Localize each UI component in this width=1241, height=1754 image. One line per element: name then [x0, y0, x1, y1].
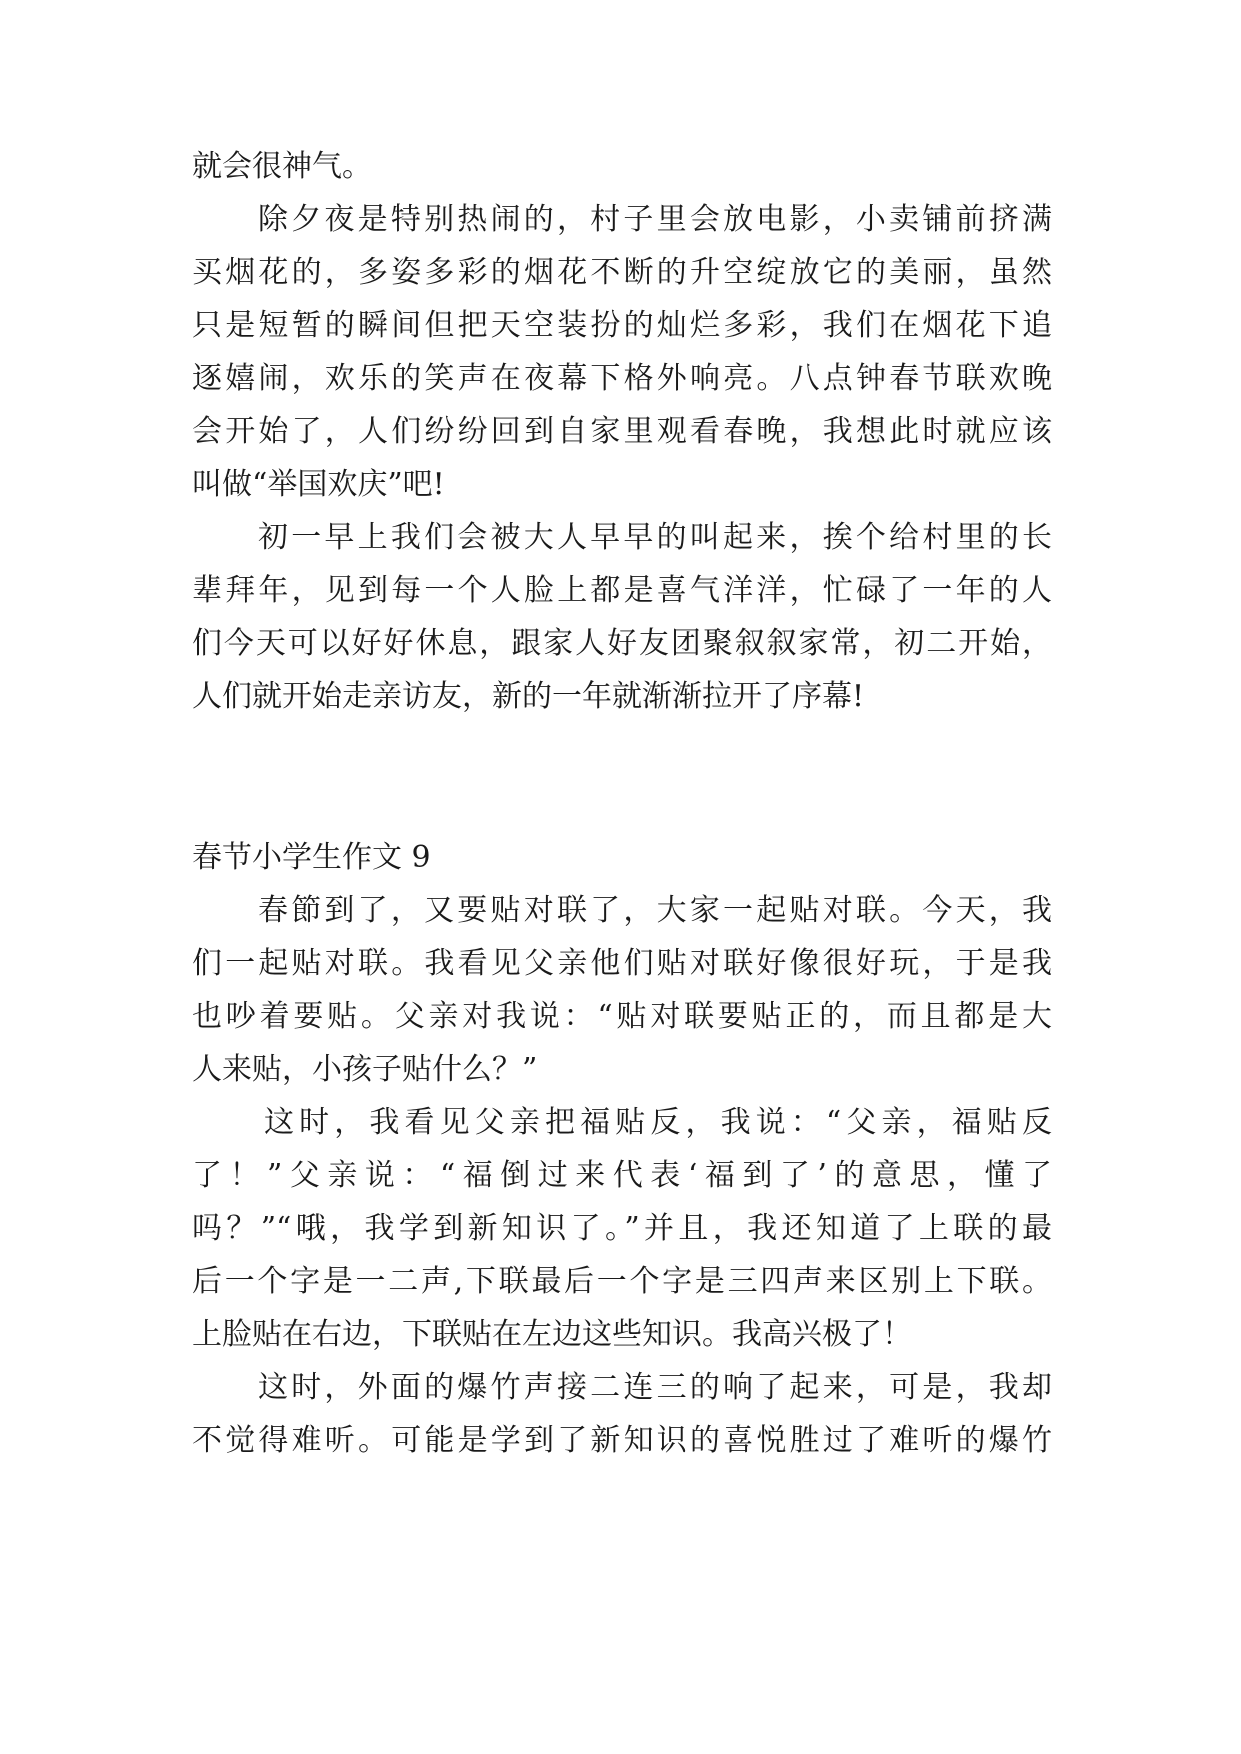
paragraph-line: 会开始了，人们纷纷回到自家里观看春晚，我想此时就应该	[192, 414, 1052, 449]
paragraph-line: 人们就开始走亲访友，新的一年就渐渐拉开了序幕!	[192, 679, 865, 714]
paragraph-line: 不觉得难听。可能是学到了新知识的喜悦胜过了难听的爆竹	[192, 1423, 1052, 1458]
paragraph-line: 也吵着要贴。父亲对我说：“贴对联要贴正的，而且都是大	[192, 999, 1052, 1034]
paragraph-line: 这时，外面的爆竹声接二连三的响了起来，可是，我却	[258, 1370, 1052, 1405]
paragraph-line: 就会很神气。	[192, 149, 372, 184]
paragraph-line: 后一个字是一二声,下联最后一个字是三四声来区别上下联。	[192, 1264, 1052, 1299]
paragraph-line: 人来贴，小孩子贴什么？”	[192, 1052, 538, 1087]
paragraph-line: 叫做“举国欢庆”吧!	[192, 467, 445, 502]
paragraph-line: 吗？”“哦，我学到新知识了。”并且，我还知道了上联的最	[192, 1211, 1052, 1246]
paragraph-line: 逐嬉闹，欢乐的笑声在夜幕下格外响亮。八点钟春节联欢晚	[192, 361, 1052, 396]
paragraph-line: 上脸贴在右边，下联贴在左边这些知识。我高兴极了！	[192, 1317, 912, 1352]
paragraph-line: 初一早上我们会被大人早早的叫起来，挨个给村里的长	[258, 520, 1052, 555]
paragraph-line: 了！”父亲说：“福倒过来代表‘福到了’的意思，懂了	[192, 1158, 1052, 1193]
paragraph-line: 辈拜年，见到每一个人脸上都是喜气洋洋，忙碌了一年的人	[192, 573, 1052, 608]
paragraph-line: 春節到了，又要贴对联了，大家一起贴对联。今天，我	[258, 893, 1052, 928]
paragraph-line: 除夕夜是特别热闹的，村子里会放电影，小卖铺前挤满	[258, 202, 1052, 237]
paragraph-line: 只是短暂的瞬间但把天空装扮的灿烂多彩，我们在烟花下追	[192, 308, 1052, 343]
section-heading: 春节小学生作文 9	[192, 840, 431, 875]
paragraph-line: 们一起贴对联。我看见父亲他们贴对联好像很好玩，于是我	[192, 946, 1052, 981]
paragraph-line: 们今天可以好好休息，跟家人好友团聚叙叙家常，初二开始，	[192, 626, 1052, 661]
paragraph-line: 这时，我看见父亲把福贴反，我说：“父亲，福贴反	[264, 1105, 1052, 1140]
paragraph-line: 买烟花的，多姿多彩的烟花不断的升空绽放它的美丽，虽然	[192, 255, 1052, 290]
